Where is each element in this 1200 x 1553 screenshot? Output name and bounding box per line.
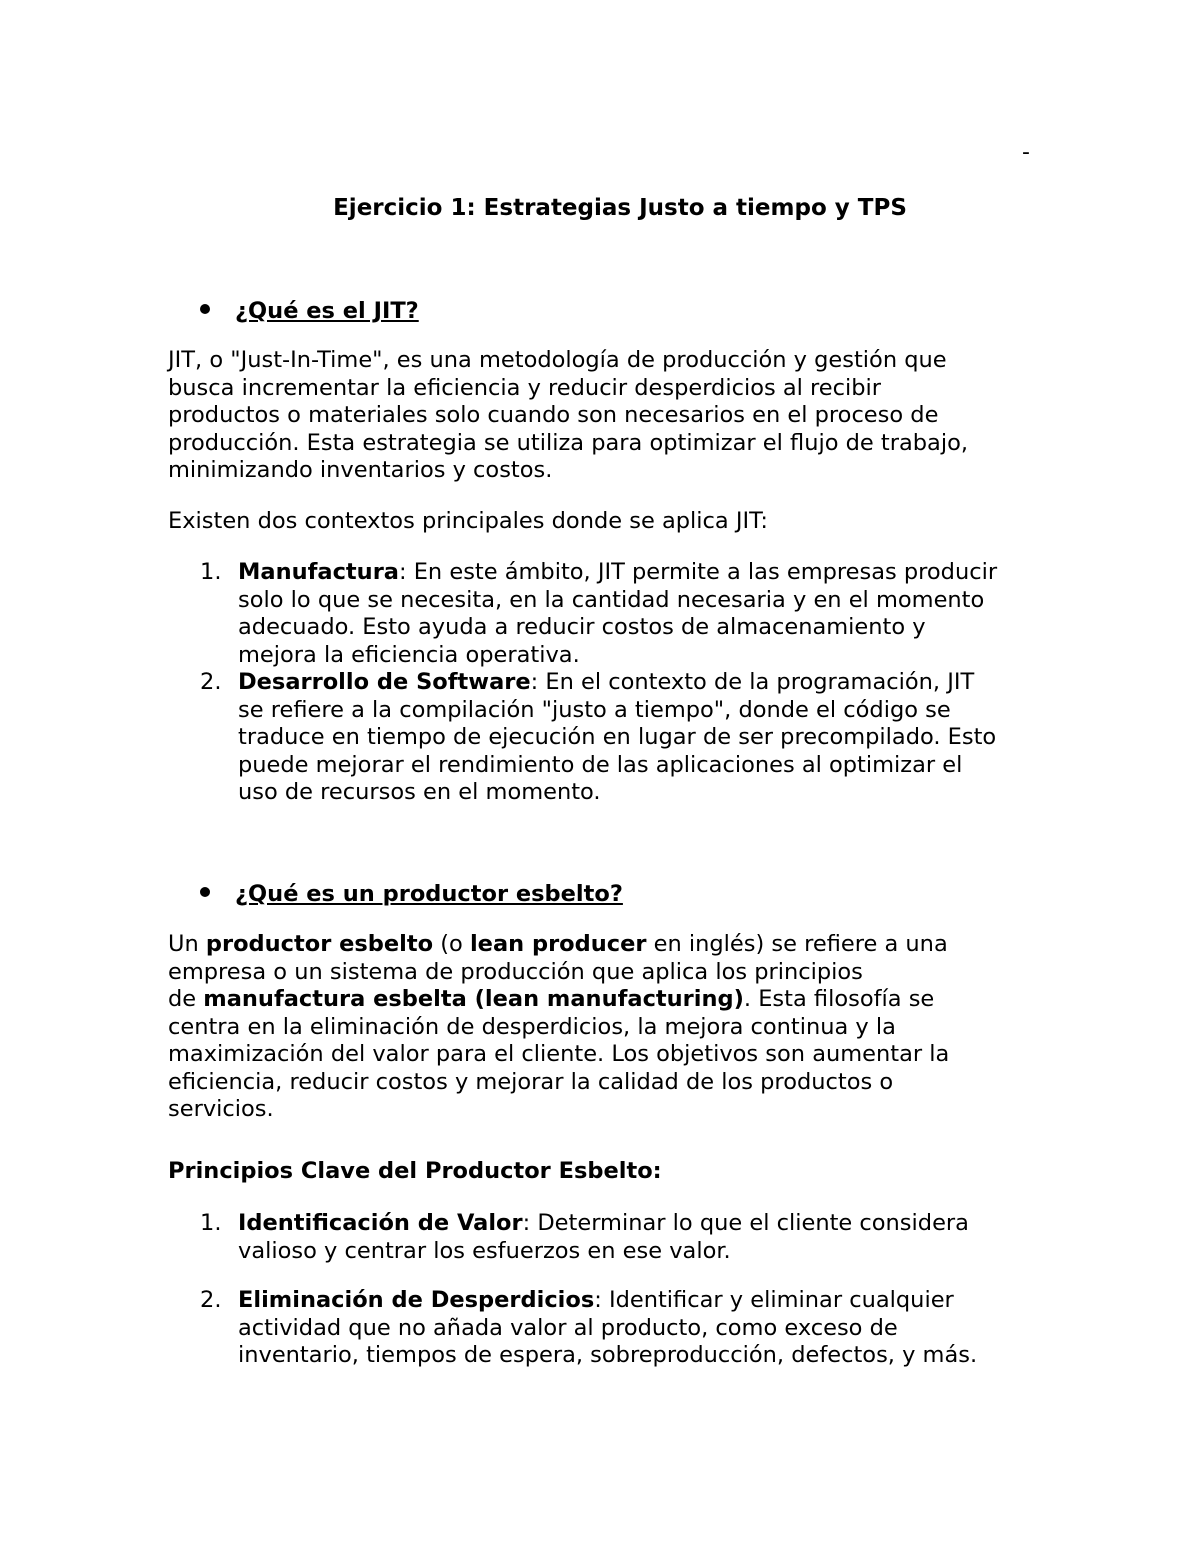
list-item [200, 1287, 1080, 1370]
text-line: minimizando inventarios y costos. [168, 457, 553, 483]
list-item-text: : Identificar y eliminar cualquier [594, 1287, 954, 1313]
text-run: (o [433, 931, 470, 957]
list-number: 2. [200, 669, 222, 695]
list-item [200, 559, 1080, 669]
section1-contexts-intro [168, 508, 1048, 536]
list-number: 2. [200, 1287, 222, 1313]
list-number: 1. [200, 1210, 222, 1236]
text-run: . Esta filosofía se [743, 986, 935, 1012]
section1-heading-text: ¿Qué es el JIT? [235, 298, 419, 324]
section1-list [200, 559, 1080, 807]
text-line: busca incrementar la eficiencia y reducir desperdicios al recibir [168, 374, 882, 401]
list-item [200, 669, 1080, 807]
page-title: Ejercicio 1: Estrategias Justo a tiempo y TPS [333, 195, 907, 221]
text-line: se refiere a la compilación "justo a tiempo", donde el código se [238, 696, 951, 723]
bold-term: productor esbelto [205, 931, 434, 957]
text-run: de [168, 986, 204, 1012]
text-line: adecuado. Esto ayuda a reducir costos de almacenamiento y [238, 614, 926, 640]
principles-heading-text: Principios Clave del Productor Esbelto: [168, 1158, 662, 1184]
text-line [168, 931, 1048, 959]
list-item-term: Manufactura [238, 559, 399, 585]
bullet-icon [200, 304, 210, 314]
list-item-term: Eliminación de Desperdicios [238, 1287, 595, 1313]
text-line: maximización del valor para el cliente. Los objetivos son aumentar la [168, 1041, 950, 1067]
text-line: servicios. [168, 1096, 274, 1122]
text-line: empresa o un sistema de producción que aplica los principios [168, 958, 863, 985]
text-line: traduce en tiempo de ejecución en lugar de ser precompilado. Esto [238, 724, 997, 750]
text-line: inventario, tiempos de espera, sobreproducción, defectos, y más. [238, 1342, 978, 1368]
list-item-text: : Determinar lo que el cliente considera [522, 1210, 969, 1236]
text-line: eficiencia, reducir costos y mejorar la calidad de los productos o [168, 1068, 894, 1095]
section2-heading [200, 880, 623, 908]
text-line: valioso y centrar los esfuerzos en ese valor. [238, 1237, 731, 1264]
text-line: centra en la eliminación de desperdicios, la mejora continua y la [168, 1013, 896, 1040]
text-line: solo lo que se necesita, en la cantidad necesaria y en el momento [238, 586, 985, 613]
text-line: producción. Esta estrategia se utiliza para optimizar el flujo de trabajo, [168, 429, 969, 456]
principles-heading [168, 1158, 1048, 1186]
text-run: Un [168, 931, 206, 957]
text-line: mejora la eficiencia operativa. [238, 641, 580, 668]
text-line: Existen dos contextos principales donde se aplica JIT: [168, 508, 768, 534]
list-item-text: : En el contexto de la programación, JIT [530, 669, 975, 695]
corner-mark: - [1022, 140, 1030, 165]
section2-heading-text: ¿Qué es un productor esbelto? [235, 881, 623, 907]
list-item-text: : En este ámbito, JIT permite a las empresas producir [398, 559, 998, 585]
list-item-term: Identificación de Valor [238, 1210, 523, 1236]
section2-paragraph [168, 931, 1048, 1124]
text-line [168, 986, 1048, 1014]
bullet-icon [200, 887, 210, 897]
section1-paragraph [168, 347, 1048, 485]
text-run: en inglés) se refiere a una [646, 931, 948, 957]
text-line: puede mejorar el rendimiento de las aplicaciones al optimizar el [238, 751, 963, 778]
section1-heading [200, 297, 419, 325]
text-line: productos o materiales solo cuando son necesarios en el proceso de [168, 402, 939, 428]
text-line: uso de recursos en el momento. [238, 779, 601, 805]
bold-term: manufactura esbelta (lean manufacturing) [203, 986, 744, 1012]
bold-term: lean producer [469, 931, 647, 957]
list-number: 1. [200, 559, 222, 585]
list-item [200, 1210, 1080, 1265]
text-line: actividad que no añada valor al producto, como exceso de [238, 1314, 898, 1341]
list-item-term: Desarrollo de Software [238, 669, 531, 695]
section2-list [200, 1210, 1080, 1370]
text-line: JIT, o "Just-In-Time", es una metodología de producción y gestión que [168, 347, 947, 373]
